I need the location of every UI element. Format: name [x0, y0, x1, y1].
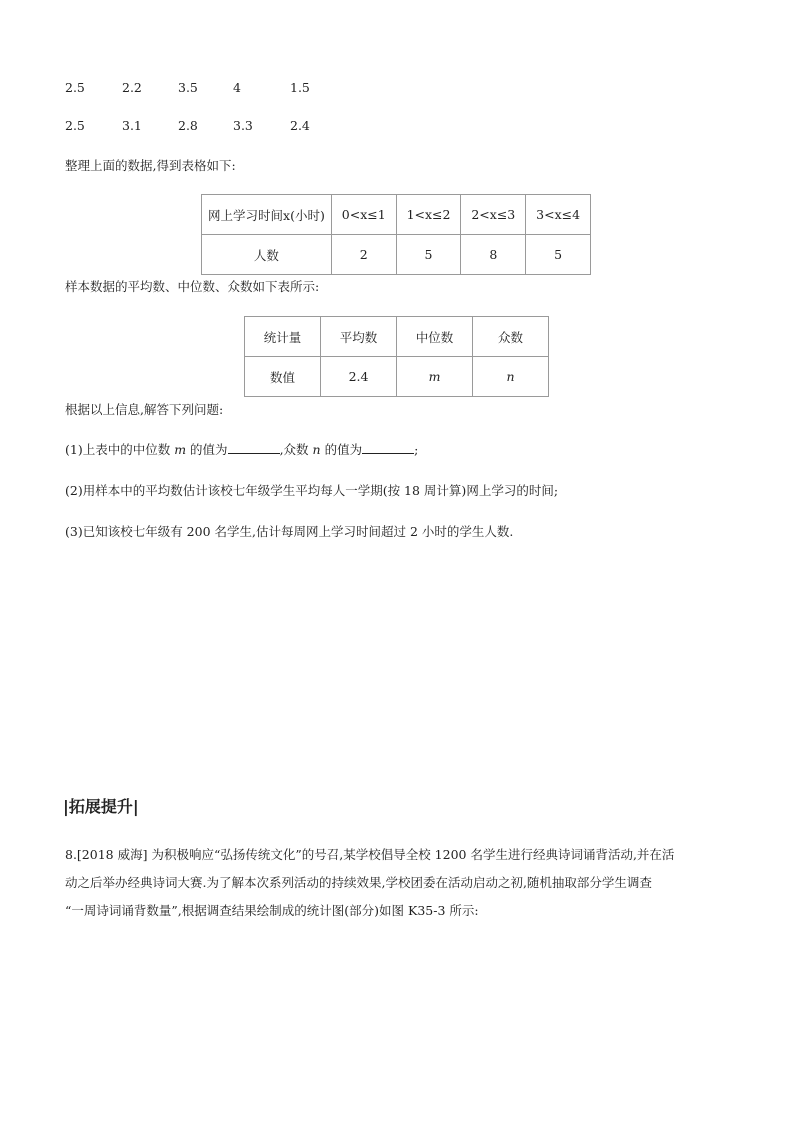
data-value: 4 [233, 80, 241, 95]
table-header-cell: 2<x≤3 [461, 195, 526, 235]
data-value: 2.5 [65, 118, 85, 133]
table-header-cell: 网上学习时间x(小时) [202, 195, 332, 235]
q1-var-n: n [312, 442, 321, 457]
stats-intro-text: 样本数据的平均数、中位数、众数如下表所示: [65, 279, 320, 294]
question-1 [65, 440, 418, 458]
answer-intro-text: 根据以上信息,解答下列问题: [65, 402, 224, 417]
data-value: 3.3 [233, 118, 253, 133]
data-value: 2.8 [178, 118, 198, 133]
table-cell: 人数 [202, 235, 332, 275]
frequency-table [201, 194, 591, 275]
q1-text: 的值为 [190, 442, 228, 457]
q1-text: 的值为 [324, 442, 363, 457]
table-cell: 2.4 [320, 357, 396, 397]
table-cell: n [473, 357, 549, 397]
table-cell: m [397, 357, 473, 397]
question-2: (2)用样本中的平均数估计该校七年级学生平均每人一学期(按 18 周计算)网上学习的时间; [65, 483, 559, 498]
stats-table [244, 316, 549, 397]
table-cell: 2 [331, 235, 396, 275]
problem-8-line: 8.[2018 威海] 为积极响应“弘扬传统文化”的号召,某学校倡导全校 1200 名学生进行经典诗词诵背活动,并在活 [65, 847, 675, 862]
table-header-cell: 平均数 [320, 317, 396, 357]
table-header-cell: 0<x≤1 [331, 195, 396, 235]
table-cell: 5 [396, 235, 461, 275]
data-value: 2.2 [122, 80, 142, 95]
table-header-cell: 统计量 [245, 317, 321, 357]
problem-8 [65, 841, 674, 925]
q1-text: ; [414, 442, 419, 457]
table-cell: 数值 [245, 357, 321, 397]
table-cell: 8 [461, 235, 526, 275]
data-value: 3.5 [178, 80, 198, 95]
section-title: |拓展提升| [63, 797, 139, 816]
answer-blank-median[interactable] [228, 441, 280, 454]
q1-text: ,众数 [279, 442, 309, 457]
table-cell: 5 [526, 235, 591, 275]
problem-8-line: 动之后举办经典诗词大赛.为了解本次系列活动的持续效果,学校团委在活动启动之初,随机抽取部分学生调查 [65, 875, 652, 890]
q1-text: (1)上表中的中位数 [65, 442, 171, 457]
data-value: 3.1 [122, 118, 142, 133]
question-3: (3)已知该校七年级有 200 名学生,估计每周网上学习时间超过 2 小时的学生人数. [65, 524, 514, 539]
answer-blank-mode[interactable] [362, 441, 414, 454]
table-header-cell: 中位数 [397, 317, 473, 357]
problem-8-line: “一周诗词诵背数量”,根据调查结果绘制成的统计图(部分)如图 K35-3 所示: [65, 903, 479, 918]
table-header-cell: 1<x≤2 [396, 195, 461, 235]
table-header-cell: 众数 [473, 317, 549, 357]
data-value: 2.4 [290, 118, 310, 133]
q1-var-m: m [174, 442, 187, 457]
data-value: 1.5 [290, 80, 310, 95]
data-value: 2.5 [65, 80, 85, 95]
table-intro-text: 整理上面的数据,得到表格如下: [65, 158, 236, 173]
table-header-cell: 3<x≤4 [526, 195, 591, 235]
